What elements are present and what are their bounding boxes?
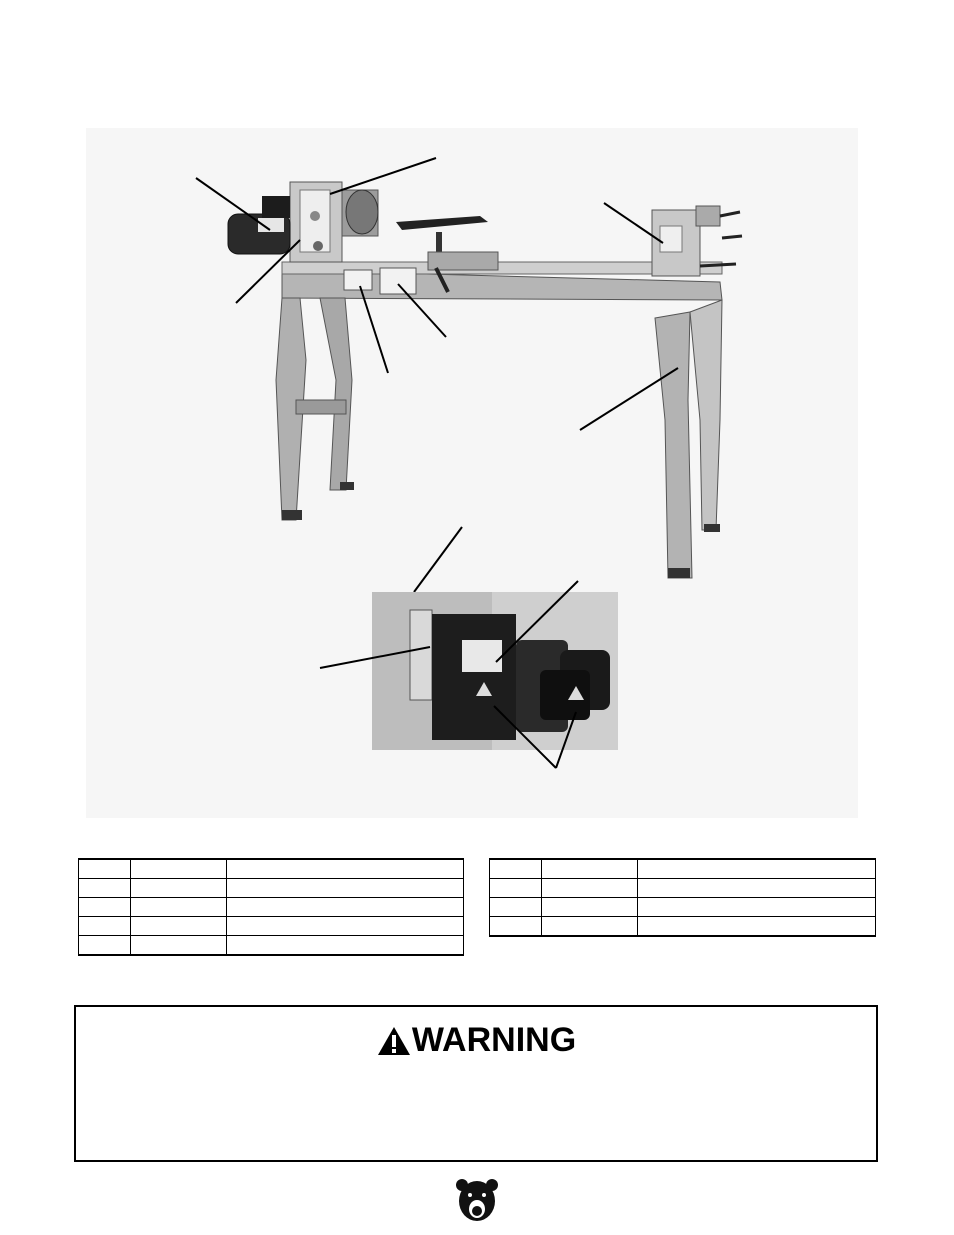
warning-triangle-icon (376, 1025, 412, 1057)
table-row (490, 898, 876, 917)
table-row (79, 879, 464, 898)
table-row (490, 879, 876, 898)
parts-table-left (78, 858, 464, 956)
warning-header (76, 1021, 876, 1060)
table-row (490, 859, 876, 879)
bear-head-logo-icon (454, 1177, 500, 1228)
warning-heading: WARNING (411, 1021, 577, 1059)
table-row (79, 859, 464, 879)
inset-photo (372, 592, 618, 750)
table-row (79, 936, 464, 956)
warning-box (74, 1005, 878, 1162)
table-row (490, 917, 876, 937)
table-row (79, 898, 464, 917)
table-row (79, 917, 464, 936)
parts-table-right (489, 858, 876, 937)
